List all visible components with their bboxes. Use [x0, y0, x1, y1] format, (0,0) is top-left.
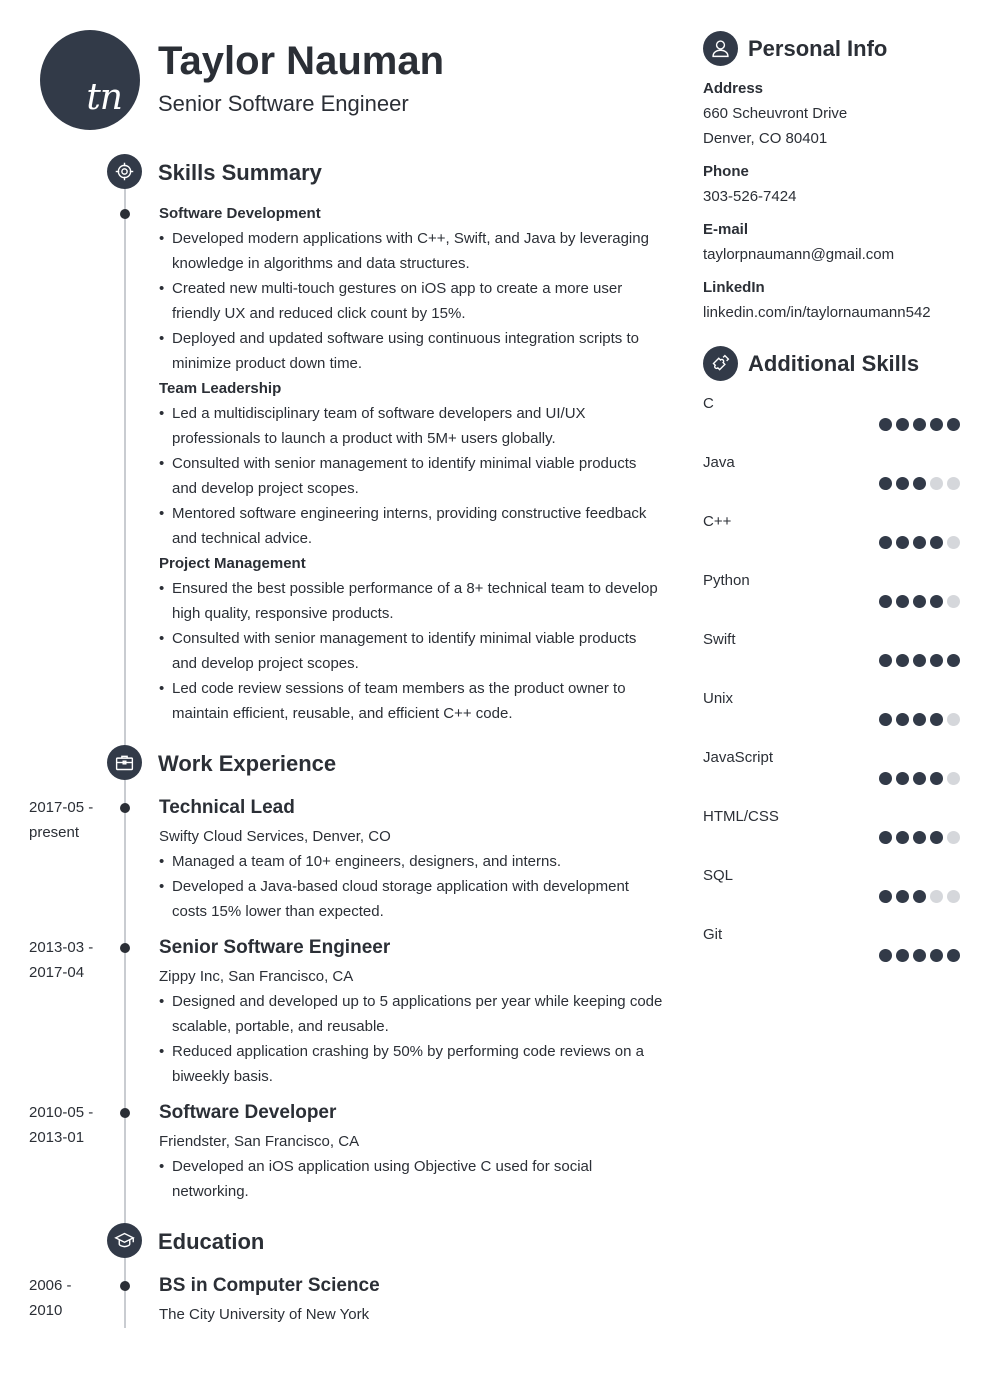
list-item: • Led code review sessions of team members as the product owner to maintain efficient, reusable, and efficient C++ code.: [159, 676, 664, 726]
rating-dot-filled: [896, 477, 909, 490]
education-school: The City University of New York: [159, 1306, 370, 1323]
rating-dot-filled: [913, 536, 926, 549]
rating-dot-empty: [947, 713, 960, 726]
linkedin-value: linkedin.com/in/taylornaumann542: [703, 304, 931, 321]
rating-dot-filled: [879, 772, 892, 785]
section-title-skills-summary: Skills Summary: [158, 160, 322, 185]
rating-dot-empty: [947, 536, 960, 549]
skill-name: JavaScript: [703, 749, 774, 766]
rating-dot-filled: [913, 890, 926, 903]
rating-dot-empty: [930, 477, 943, 490]
rating-dot-empty: [947, 772, 960, 785]
address-group: [703, 76, 973, 151]
job-entry: [159, 795, 664, 924]
list-item: • Developed a Java-based cloud storage application with development costs 15% lower than expected.: [159, 874, 664, 924]
address-line2: Denver, CO 80401: [703, 130, 828, 147]
linkedin-group: [703, 275, 973, 325]
skill-row: [703, 804, 960, 856]
skill-row: [703, 863, 960, 915]
email-value: taylorpnaumann@gmail.com: [703, 246, 895, 263]
skill-rating: [879, 536, 960, 549]
phone-label: Phone: [703, 163, 749, 180]
rating-dot-filled: [930, 831, 943, 844]
skill-group-list: [159, 576, 664, 726]
timeline-line-education: [124, 1258, 126, 1328]
candidate-name: Taylor Nauman: [158, 39, 444, 83]
timeline-dot: [120, 803, 130, 813]
skill-rating: [879, 949, 960, 962]
rating-dot-empty: [947, 477, 960, 490]
skill-rating: [879, 890, 960, 903]
list-item: • Created new multi-touch gestures on iOS app to create a more user friendly UX and reduced click count by 15%.: [159, 276, 664, 326]
timeline-dot: [120, 1108, 130, 1118]
education-date-start: 2006 -: [29, 1277, 72, 1294]
puzzle-icon: [703, 346, 738, 381]
skill-name: Unix: [703, 690, 734, 707]
skill-row: [703, 450, 960, 502]
phone-value: 303-526-7424: [703, 188, 797, 205]
rating-dot-filled: [879, 595, 892, 608]
skill-row: [703, 509, 960, 561]
job-title: Senior Software Engineer: [159, 937, 391, 958]
section-title-education: Education: [158, 1229, 265, 1254]
candidate-title: Senior Software Engineer: [158, 91, 409, 116]
skill-group-list: [159, 226, 664, 376]
skill-rating: [879, 713, 960, 726]
job-bullets: [159, 849, 664, 924]
skill-group-heading: Software Development: [159, 205, 321, 222]
rating-dot-filled: [879, 477, 892, 490]
list-item: • Mentored software engineering interns, providing constructive feedback and technical advice.: [159, 501, 664, 551]
skill-name: SQL: [703, 867, 734, 884]
job-bullets: [159, 1154, 664, 1204]
timeline-dot: [120, 209, 130, 219]
section-title-additional-skills: Additional Skills: [748, 351, 920, 376]
email-group: [703, 217, 973, 267]
list-item: • Developed modern applications with C++, Swift, and Java by leveraging knowledge in algorithms and data structures.: [159, 226, 664, 276]
job-entry: [159, 1100, 664, 1204]
skill-row: [703, 568, 960, 620]
list-item: • Designed and developed up to 5 applications per year while keeping code scalable, portable, and reusable.: [159, 989, 664, 1039]
list-item: • Led a multidisciplinary team of software developers and UI/UX professionals to launch a product with 5M+ users globally.: [159, 401, 664, 451]
skill-row: [703, 745, 960, 797]
rating-dot-filled: [913, 831, 926, 844]
list-item: • Reduced application crashing by 50% by performing code reviews on a biweekly basis.: [159, 1039, 664, 1089]
rating-dot-filled: [896, 595, 909, 608]
job-title: Software Developer: [159, 1102, 337, 1123]
rating-dot-filled: [930, 536, 943, 549]
rating-dot-filled: [879, 536, 892, 549]
job-company: Friendster, San Francisco, CA: [159, 1133, 360, 1150]
skill-group-heading: Team Leadership: [159, 380, 282, 397]
job-title: Technical Lead: [159, 797, 295, 818]
rating-dot-filled: [913, 713, 926, 726]
personal-info-body: [703, 76, 973, 333]
rating-dot-filled: [913, 949, 926, 962]
list-item: • Consulted with senior management to identify minimal viable products and develop project scopes.: [159, 451, 664, 501]
timeline-line-work: [124, 780, 126, 1223]
job-date-start: 2010-05 -: [29, 1104, 94, 1121]
rating-dot-filled: [947, 654, 960, 667]
email-label: E-mail: [703, 221, 749, 238]
job-date: [29, 935, 111, 985]
skill-name: Java: [703, 454, 735, 471]
skill-rating: [879, 772, 960, 785]
skill-name: Python: [703, 572, 750, 589]
skill-rating: [879, 595, 960, 608]
rating-dot-filled: [879, 418, 892, 431]
rating-dot-empty: [947, 890, 960, 903]
rating-dot-filled: [913, 595, 926, 608]
job-date-start: 2017-05 -: [29, 799, 94, 816]
skill-group-heading: Project Management: [159, 555, 306, 572]
skills-summary-body: [159, 201, 664, 726]
rating-dot-filled: [913, 654, 926, 667]
list-item: • Consulted with senior management to identify minimal viable products and develop project scopes.: [159, 626, 664, 676]
job-date-end: 2013-01: [29, 1129, 85, 1146]
rating-dot-filled: [879, 831, 892, 844]
job-company: Swifty Cloud Services, Denver, CO: [159, 828, 391, 845]
target-icon: [107, 154, 142, 189]
briefcase-icon: [107, 745, 142, 780]
job-date: [29, 795, 111, 845]
timeline-dot: [120, 943, 130, 953]
rating-dot-filled: [896, 831, 909, 844]
rating-dot-filled: [913, 418, 926, 431]
rating-dot-filled: [896, 772, 909, 785]
rating-dot-filled: [913, 772, 926, 785]
job-bullets: [159, 989, 664, 1089]
rating-dot-filled: [879, 713, 892, 726]
rating-dot-filled: [896, 713, 909, 726]
rating-dot-filled: [947, 418, 960, 431]
rating-dot-filled: [896, 654, 909, 667]
rating-dot-filled: [879, 654, 892, 667]
skill-name: C++: [703, 513, 732, 530]
rating-dot-filled: [947, 949, 960, 962]
monogram-initials: tn: [86, 77, 122, 118]
education-date: [29, 1273, 111, 1323]
user-icon: [703, 31, 738, 66]
job-company: Zippy Inc, San Francisco, CA: [159, 968, 354, 985]
list-item: • Deployed and updated software using continuous integration scripts to minimize product down time.: [159, 326, 664, 376]
rating-dot-filled: [896, 949, 909, 962]
rating-dot-filled: [930, 949, 943, 962]
job-date-end: 2017-04: [29, 964, 85, 981]
rating-dot-filled: [896, 536, 909, 549]
section-title-personal-info: Personal Info: [748, 36, 888, 61]
skill-row: [703, 686, 960, 738]
skill-row: [703, 627, 960, 679]
rating-dot-filled: [930, 713, 943, 726]
graduation-cap-icon: [107, 1223, 142, 1258]
education-entry: [159, 1273, 664, 1327]
rating-dot-filled: [896, 418, 909, 431]
phone-group: [703, 159, 973, 209]
address-label: Address: [703, 80, 764, 97]
timeline-dot: [120, 1281, 130, 1291]
rating-dot-filled: [930, 595, 943, 608]
job-date-start: 2013-03 -: [29, 939, 94, 956]
skill-row: [703, 391, 960, 443]
job-date: [29, 1100, 111, 1150]
rating-dot-filled: [930, 772, 943, 785]
rating-dot-filled: [879, 890, 892, 903]
skill-rating: [879, 418, 960, 431]
skill-rating: [879, 831, 960, 844]
rating-dot-filled: [879, 949, 892, 962]
education-degree: BS in Computer Science: [159, 1275, 380, 1296]
rating-dot-empty: [930, 890, 943, 903]
list-item: • Developed an iOS application using Objective C used for social networking.: [159, 1154, 664, 1204]
skill-name: Git: [703, 926, 723, 943]
skill-name: Swift: [703, 631, 736, 648]
rating-dot-empty: [947, 831, 960, 844]
address-line1: 660 Scheuvront Drive: [703, 105, 848, 122]
rating-dot-filled: [930, 654, 943, 667]
job-date-end: present: [29, 824, 80, 841]
skill-name: HTML/CSS: [703, 808, 779, 825]
skill-group-list: [159, 401, 664, 551]
skill-name: C: [703, 395, 714, 412]
linkedin-label: LinkedIn: [703, 279, 765, 296]
monogram-avatar: [40, 30, 140, 130]
list-item: • Managed a team of 10+ engineers, designers, and interns.: [159, 849, 664, 874]
rating-dot-filled: [896, 890, 909, 903]
timeline-line-skills: [124, 188, 126, 745]
skill-row: [703, 922, 960, 974]
education-date-end: 2010: [29, 1302, 63, 1319]
section-title-work-experience: Work Experience: [158, 751, 337, 776]
rating-dot-filled: [913, 477, 926, 490]
job-entry: [159, 935, 664, 1089]
rating-dot-filled: [930, 418, 943, 431]
skill-rating: [879, 654, 960, 667]
list-item: • Ensured the best possible performance of a 8+ technical team to develop high quality, responsive products.: [159, 576, 664, 626]
rating-dot-empty: [947, 595, 960, 608]
skill-rating: [879, 477, 960, 490]
